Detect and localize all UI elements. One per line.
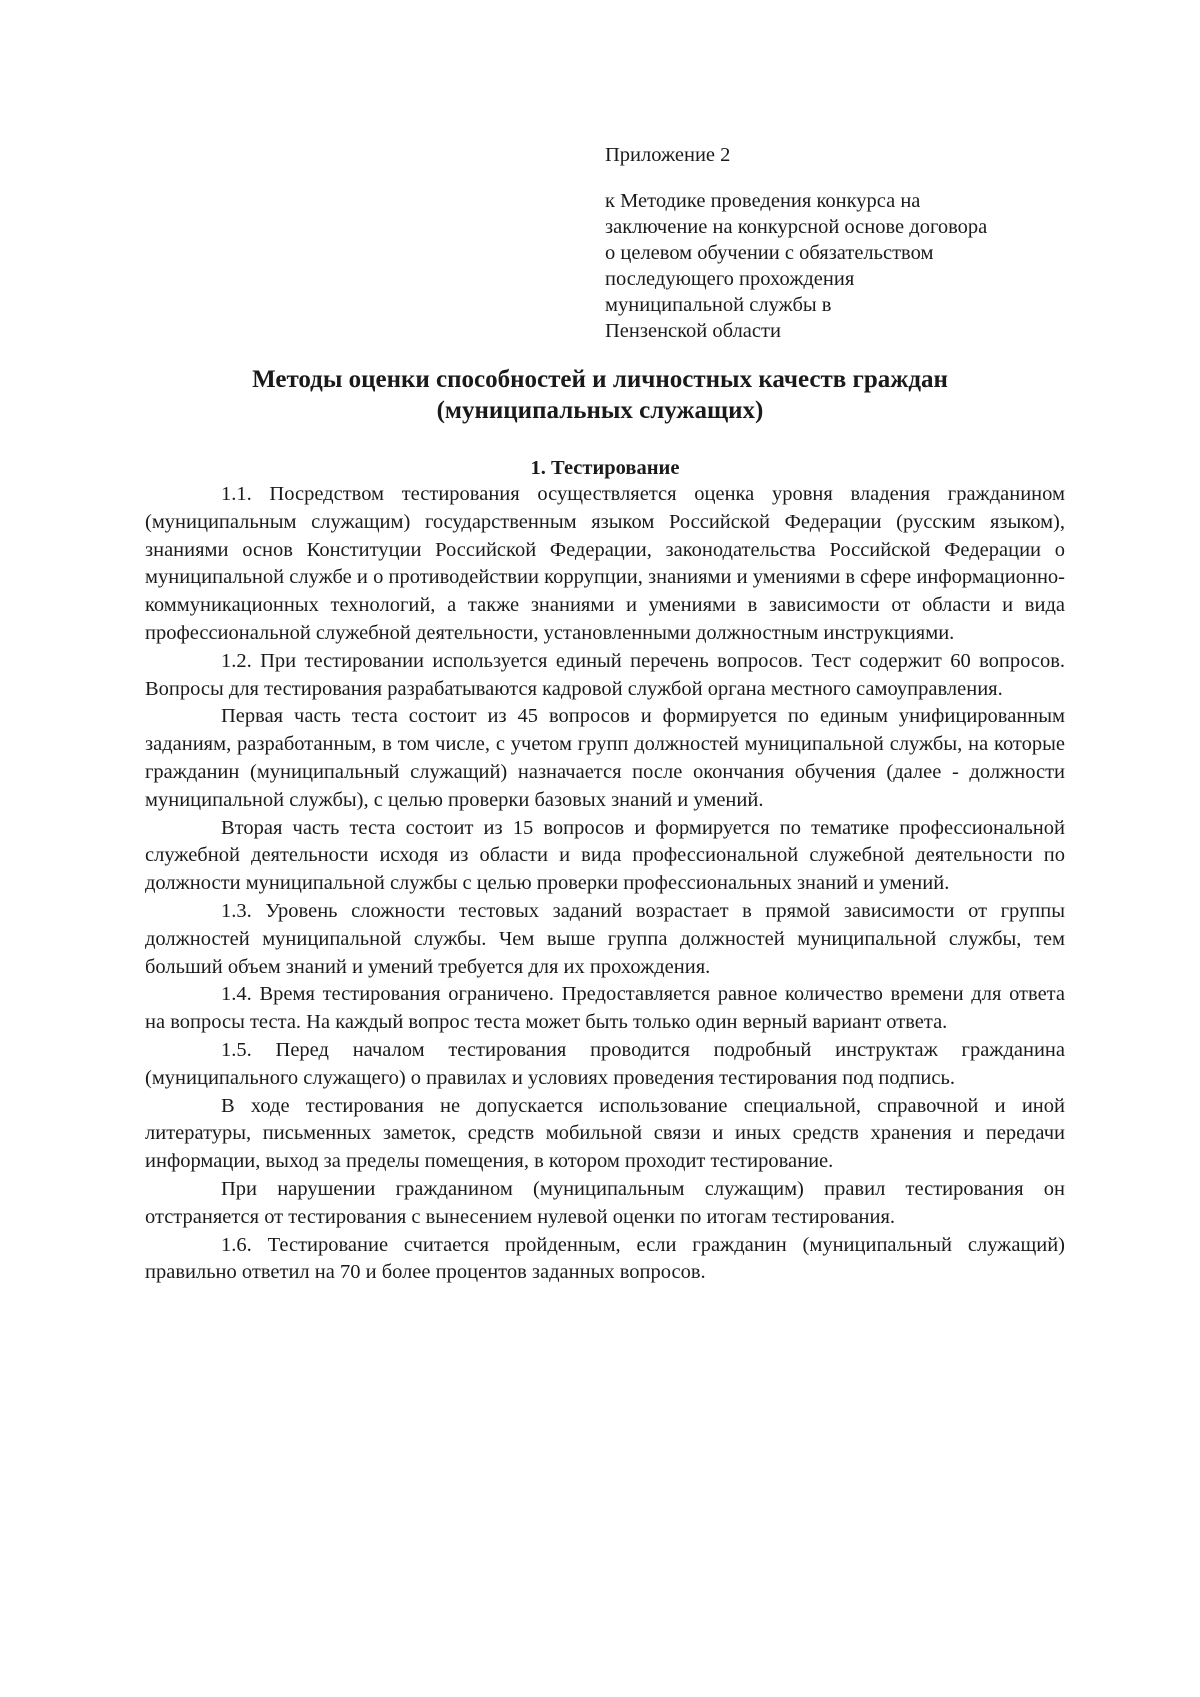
paragraph: Первая часть теста состоит из 45 вопросов и формируется по единым унифицированным заданиям, разработанным, в том числе, с учетом групп должностей муниципальной службы, на которые гражданин (муниципальный служащий) назначается после окончания обучения (далее - должности муниципальной службы), с целью проверки базовых знаний и умений. — [145, 705, 1065, 811]
section-heading: 1. Тестирование — [530, 457, 680, 479]
paragraph: 1.5. Перед началом тестирования проводится подробный инструктаж гражданина (муниципального служащего) о правилах и условиях проведения тестирования под подпись. — [145, 1038, 1065, 1089]
paragraph: 1.1. Посредством тестирования осуществляется оценка уровня владения гражданином (муниципальным служащим) государственным языком Российской Федерации (русским языком), знаниями основ Конституции Российской Федерации, законодательства Российской Федерации о муниципальной службе и о противодействии коррупции, знаниями и умениями в сфере информационно-коммуникационных технологий, а также знаниями и умениями в зависимости от области и вида профессиональной служебной деятельности, установленными должностным инструкциями. — [145, 483, 1065, 644]
paragraph: 1.6. Тестирование считается пройденным, если гражданин (муниципальный служащий) правильно ответил на 70 и более процентов заданных вопросов. — [145, 1233, 1065, 1284]
document-title-line: Методы оценки способностей и личностных качеств граждан — [252, 366, 948, 393]
appendix-reference-line: заключение на конкурсной основе договора — [605, 216, 988, 238]
paragraph: 1.3. Уровень сложности тестовых заданий возрастает в прямой зависимости от группы должностей муниципальной службы. Чем выше группа должностей муниципальной службы, тем больший объем знаний и умений требуется для их прохождения. — [145, 899, 1065, 978]
section-body — [145, 481, 1065, 1287]
appendix-label: Приложение 2 — [605, 144, 731, 166]
paragraph: При нарушении гражданином (муниципальным служащим) правил тестирования он отстраняется от тестирования с вынесением нулевой оценки по итогам тестирования. — [145, 1177, 1065, 1228]
appendix-header — [605, 142, 1075, 344]
document-title — [130, 364, 1070, 426]
document-title-line: (муниципальных служащих) — [436, 397, 764, 424]
paragraph: В ходе тестирования не допускается использование специальной, справочной и иной литературы, письменных заметок, средств мобильной связи и иных средств хранения и передачи информации, выход за пределы помещения, в котором проходит тестирование. — [145, 1094, 1065, 1173]
appendix-reference-line: Пензенской области — [605, 320, 781, 342]
paragraph: 1.2. При тестировании используется единый перечень вопросов. Тест содержит 60 вопросов. Вопросы для тестирования разрабатываются кадровой службой органа местного самоуправления. — [145, 649, 1065, 700]
appendix-reference-line: муниципальной службы в — [605, 294, 832, 316]
paragraph: 1.4. Время тестирования ограничено. Предоставляется равное количество времени для ответа на вопросы теста. На каждый вопрос теста может быть только один верный вариант ответа. — [145, 983, 1065, 1034]
appendix-reference — [605, 188, 1075, 344]
appendix-reference-line: последующего прохождения — [605, 268, 855, 290]
paragraph: Вторая часть теста состоит из 15 вопросов и формируется по тематике профессиональной служебной деятельности исходя из области и вида профессиональной служебной деятельности по должности муниципальной службы с целью проверки профессиональных знаний и умений. — [145, 816, 1065, 895]
appendix-reference-line: о целевом обучении с обязательством — [605, 242, 934, 264]
appendix-reference-line: к Методике проведения конкурса на — [605, 190, 921, 212]
